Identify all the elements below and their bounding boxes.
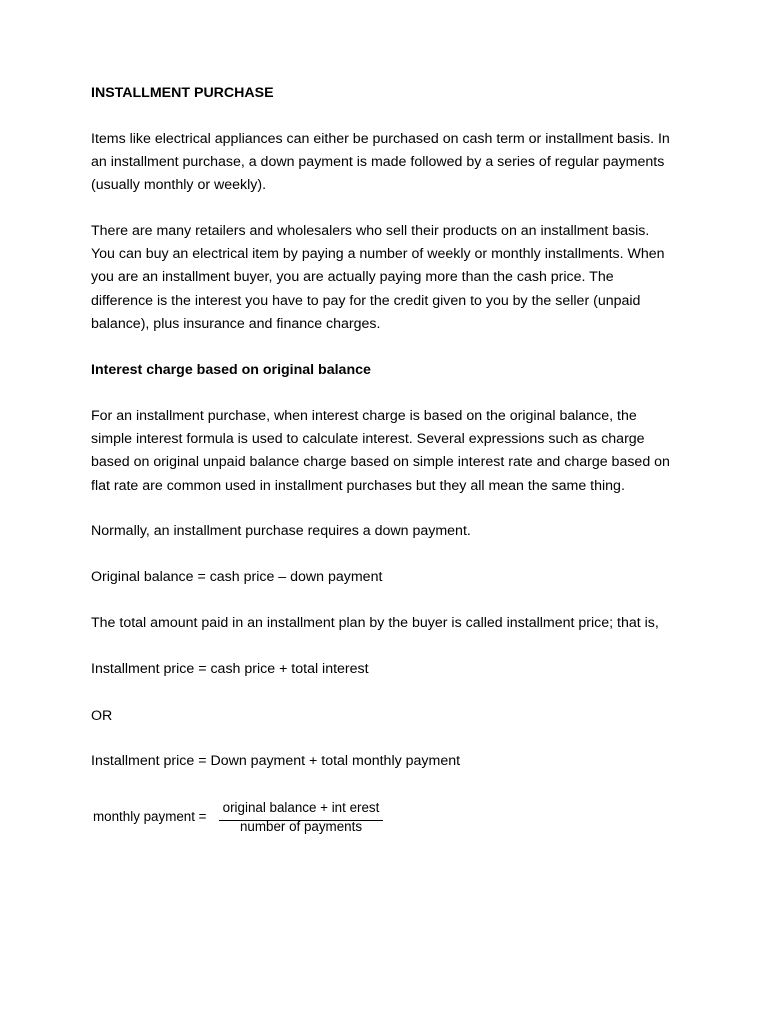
paragraph-line: difference is the interest you have to pay for the credit given to you by the seller (unpaid [91, 292, 641, 309]
paragraph-interest-charge [91, 405, 681, 498]
paragraph-intro [91, 128, 681, 198]
paragraph-line: (usually monthly or weekly). [91, 177, 267, 194]
equation-original-balance: Original balance = cash price – down payment [91, 569, 383, 585]
formula-numerator: original balance + int erest [222, 800, 380, 815]
paragraph-installment-price: The total amount paid in an installment plan by the buyer is called installment price; that is, [91, 615, 659, 631]
paragraph-line: There are many retailers and wholesalers who sell their products on an installment basis. [91, 223, 650, 239]
paragraph-line: simple interest formula is used to calculate interest. Several expressions such as charge [91, 431, 645, 448]
paragraph-line: Items like electrical appliances can either be purchased on cash term or installment basis. In [91, 131, 670, 147]
paragraph-line: balance), plus insurance and finance charges. [91, 315, 381, 332]
equation-installment-price-payments: Installment price = Down payment + total monthly payment [91, 753, 461, 769]
document-title: INSTALLMENT PURCHASE [91, 85, 274, 101]
or-separator: OR [91, 708, 113, 724]
paragraph-line: you are an installment buyer, you are actually paying more than the cash price. The [91, 269, 614, 286]
paragraph-line: based on original unpaid balance charge based on simple interest rate and charge based on [91, 454, 670, 471]
paragraph-down-payment: Normally, an installment purchase requires a down payment. [91, 523, 471, 539]
formula-lhs: monthly payment = [93, 809, 207, 824]
formula-denominator: number of payments [239, 819, 363, 834]
paragraph-line: flat rate are common used in installment purchases but they all mean the same thing. [91, 477, 625, 494]
paragraph-line: an installment purchase, a down payment is made followed by a series of regular payments [91, 154, 665, 171]
equation-installment-price-interest: Installment price = cash price + total interest [91, 661, 369, 677]
paragraph-line: For an installment purchase, when interest charge is based on the original balance, the [91, 408, 637, 424]
paragraph-line: You can buy an electrical item by paying a number of weekly or monthly installments. When [91, 246, 665, 263]
section-subheading: Interest charge based on original balance [91, 362, 371, 378]
paragraph-retailers [91, 220, 681, 336]
